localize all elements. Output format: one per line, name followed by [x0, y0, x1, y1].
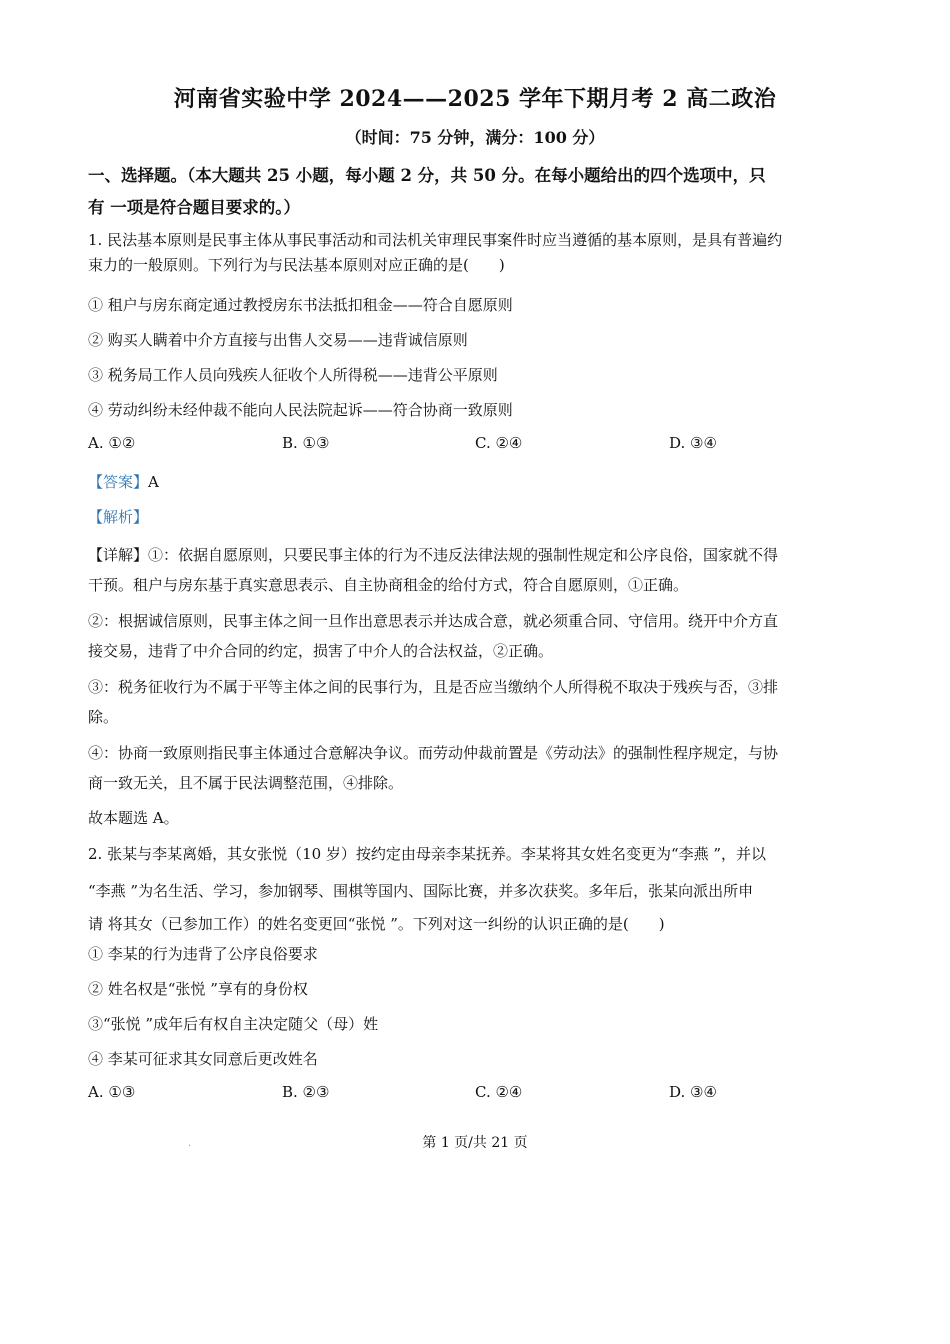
question-2-stem-line2: “李燕 ”为名生活、学习，参加钢琴、围棋等国内、国际比赛，并多次获奖。多年后，张某向派出所申 — [88, 882, 754, 900]
question-2-stem-line1: 2. 张某与李某离婚，其女张悦（10 岁）按约定由母亲李某抚养。李某将其女姓名变更为“李燕 ”，并以 — [88, 845, 767, 863]
conclusion: 故本题选 A。 — [88, 809, 179, 827]
analysis-label: 【解析】 — [88, 508, 149, 526]
answer-line — [88, 470, 159, 494]
footer-mark: . — [188, 1138, 192, 1149]
answer-value: A — [148, 473, 159, 491]
detail-line: ②：根据诚信原则，民事主体之间一旦作出意思表示并达成合意，就必须重合同、守信用。绕开中介方直 — [88, 612, 779, 630]
detail-paragraph-3 — [88, 672, 864, 732]
detail-line: 商一致无关，且不属于民法调整范围，④排除。 — [88, 774, 404, 792]
detail-line: ④：协商一致原则指民事主体通过合意解决争议。而劳动仲裁前置是《劳动法》的强制性程序规定，与协 — [88, 744, 779, 762]
stem-line: 束力的一般原则。下列行为与民法基本原则对应正确的是( ) — [88, 256, 505, 274]
q2-item-2: ② 姓名权是“张悦 ”享有的身份权 — [88, 980, 308, 998]
choice-d: D. ③④ — [669, 434, 717, 452]
choice-c: C. ②④ — [475, 434, 523, 452]
detail-line: 接交易，违背了中介合同的约定，损害了中介人的合法权益，②正确。 — [88, 642, 554, 660]
answer-label: 【答案】 — [88, 473, 149, 491]
choice-a: A. ①② — [88, 434, 136, 452]
question-2-stem-line3: 请 将其女（已参加工作）的姓名变更回“张悦 ”。下列对这一纠纷的认识正确的是( ) — [88, 915, 665, 933]
choice-b: B. ②③ — [282, 1083, 330, 1101]
q2-item-4: ④ 李某可征求其女同意后更改姓名 — [88, 1050, 318, 1068]
detail-line: 除。 — [88, 708, 119, 726]
page-number: 第 1 页/共 21 页 — [422, 1135, 528, 1151]
page-title: 河南省实验中学 2024——2025 学年下期月考 2 高二政治 — [173, 86, 777, 112]
q1-item-2: ② 购买人瞒着中介方直接与出售人交易——违背诚信原则 — [88, 331, 468, 349]
q2-item-3: ③“张悦 ”成年后有权自主决定随父（母）姓 — [88, 1015, 379, 1033]
q1-item-1: ① 租户与房东商定通过教授房东书法抵扣租金——符合自愿原则 — [88, 296, 513, 314]
stem-line: 1. 民法基本原则是民事主体从事民事活动和司法机关审理民事案件时应当遵循的基本原则，是具有普遍约 — [88, 231, 783, 249]
choice-d: D. ③④ — [669, 1083, 717, 1101]
q1-item-3: ③ 税务局工作人员向残疾人征收个人所得税——违背公平原则 — [88, 366, 498, 384]
detail-line: 【详解】①：依据自愿原则，只要民事主体的行为不违反法律法规的强制性规定和公序良俗，国家就不得 — [88, 546, 779, 564]
q1-choices — [88, 434, 864, 458]
question-1-stem — [88, 228, 864, 278]
detail-line: 干预。租户与房东基于真实意思表示、自主协商租金的给付方式，符合自愿原则，①正确。 — [88, 576, 689, 594]
detail-paragraph-2 — [88, 606, 864, 666]
section-heading-line: 有 一项是符合题目要求的。） — [88, 198, 300, 217]
section-heading — [88, 160, 864, 224]
choice-c: C. ②④ — [475, 1083, 523, 1101]
exam-info: （时间：75 分钟，满分：100 分） — [345, 128, 605, 147]
choice-a: A. ①③ — [88, 1083, 136, 1101]
detail-paragraph-1 — [88, 540, 864, 600]
section-heading-line: 一、选择题。（本大题共 25 小题，每小题 2 分，共 50 分。在每小题给出的四个选项中，只 — [88, 166, 766, 185]
detail-line: ③：税务征收行为不属于平等主体之间的民事行为，且是否应当缴纳个人所得税不取决于残疾与否，③排 — [88, 678, 779, 696]
q1-item-4: ④ 劳动纠纷未经仲裁不能向人民法院起诉——符合协商一致原则 — [88, 401, 513, 419]
q2-item-1: ① 李某的行为违背了公序良俗要求 — [88, 945, 318, 963]
detail-paragraph-4 — [88, 738, 864, 798]
q2-choices — [88, 1083, 864, 1107]
choice-b: B. ①③ — [282, 434, 330, 452]
